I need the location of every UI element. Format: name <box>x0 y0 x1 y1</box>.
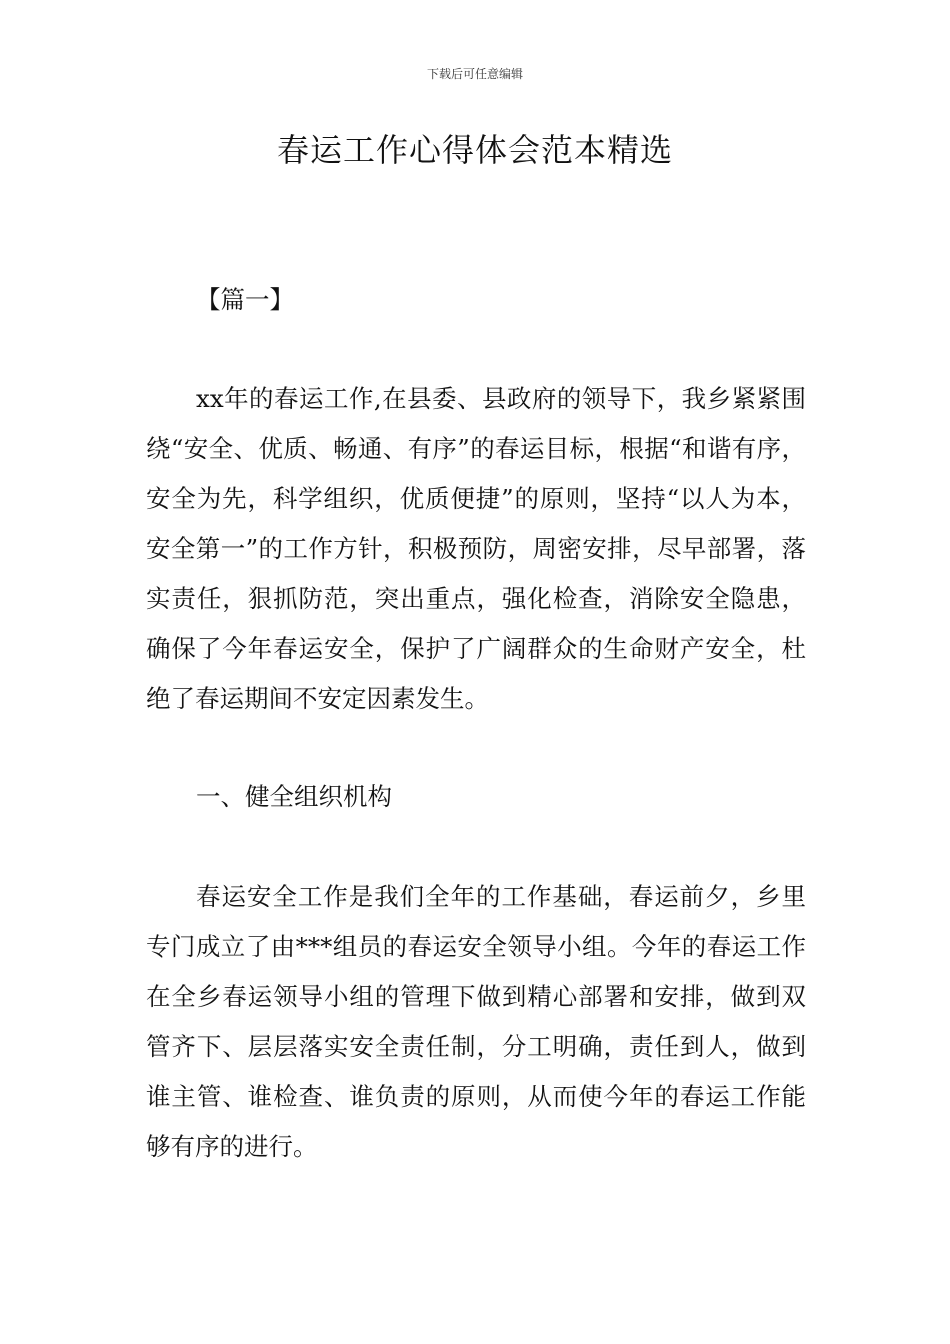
intro-paragraph-block <box>146 374 806 724</box>
heading-block <box>146 772 806 822</box>
body-paragraph: 春运安全工作是我们全年的工作基础，春运前夕，乡里专门成立了由***组员的春运安全领导小组。今年的春运工作在全乡春运领导小组的管理下做到精心部署和安排，做到双管齐下、层层落实安全责任制，分工明确，责任到人，做到谁主管、谁检查、谁负责的原则，从而使今年的春运工作能够有序的进行。 <box>146 882 806 1161</box>
section-label: 【篇一】 <box>196 285 294 314</box>
document-title: 春运工作心得体会范本精选 <box>276 131 673 169</box>
header-note: 下载后可任意编辑 <box>426 67 523 81</box>
intro-paragraph: xx年的春运工作,在县委、县政府的领导下，我乡紧紧围绕“安全、优质、畅通、有序”的春运目标，根据“和谐有序，安全为先，科学组织，优质便捷”的原则，坚持“以人为本，安全第一”的工作方针，积极预防，周密安排，尽早部署，落实责任，狠抓防范，突出重点，强化检查，消除安全隐患，确保了今年春运安全，保护了广阔群众的生命财产安全，杜绝了春运期间不安定因素发生。 <box>146 384 806 713</box>
section-heading: 一、健全组织机构 <box>196 782 392 811</box>
body-paragraph-block <box>146 872 806 1172</box>
